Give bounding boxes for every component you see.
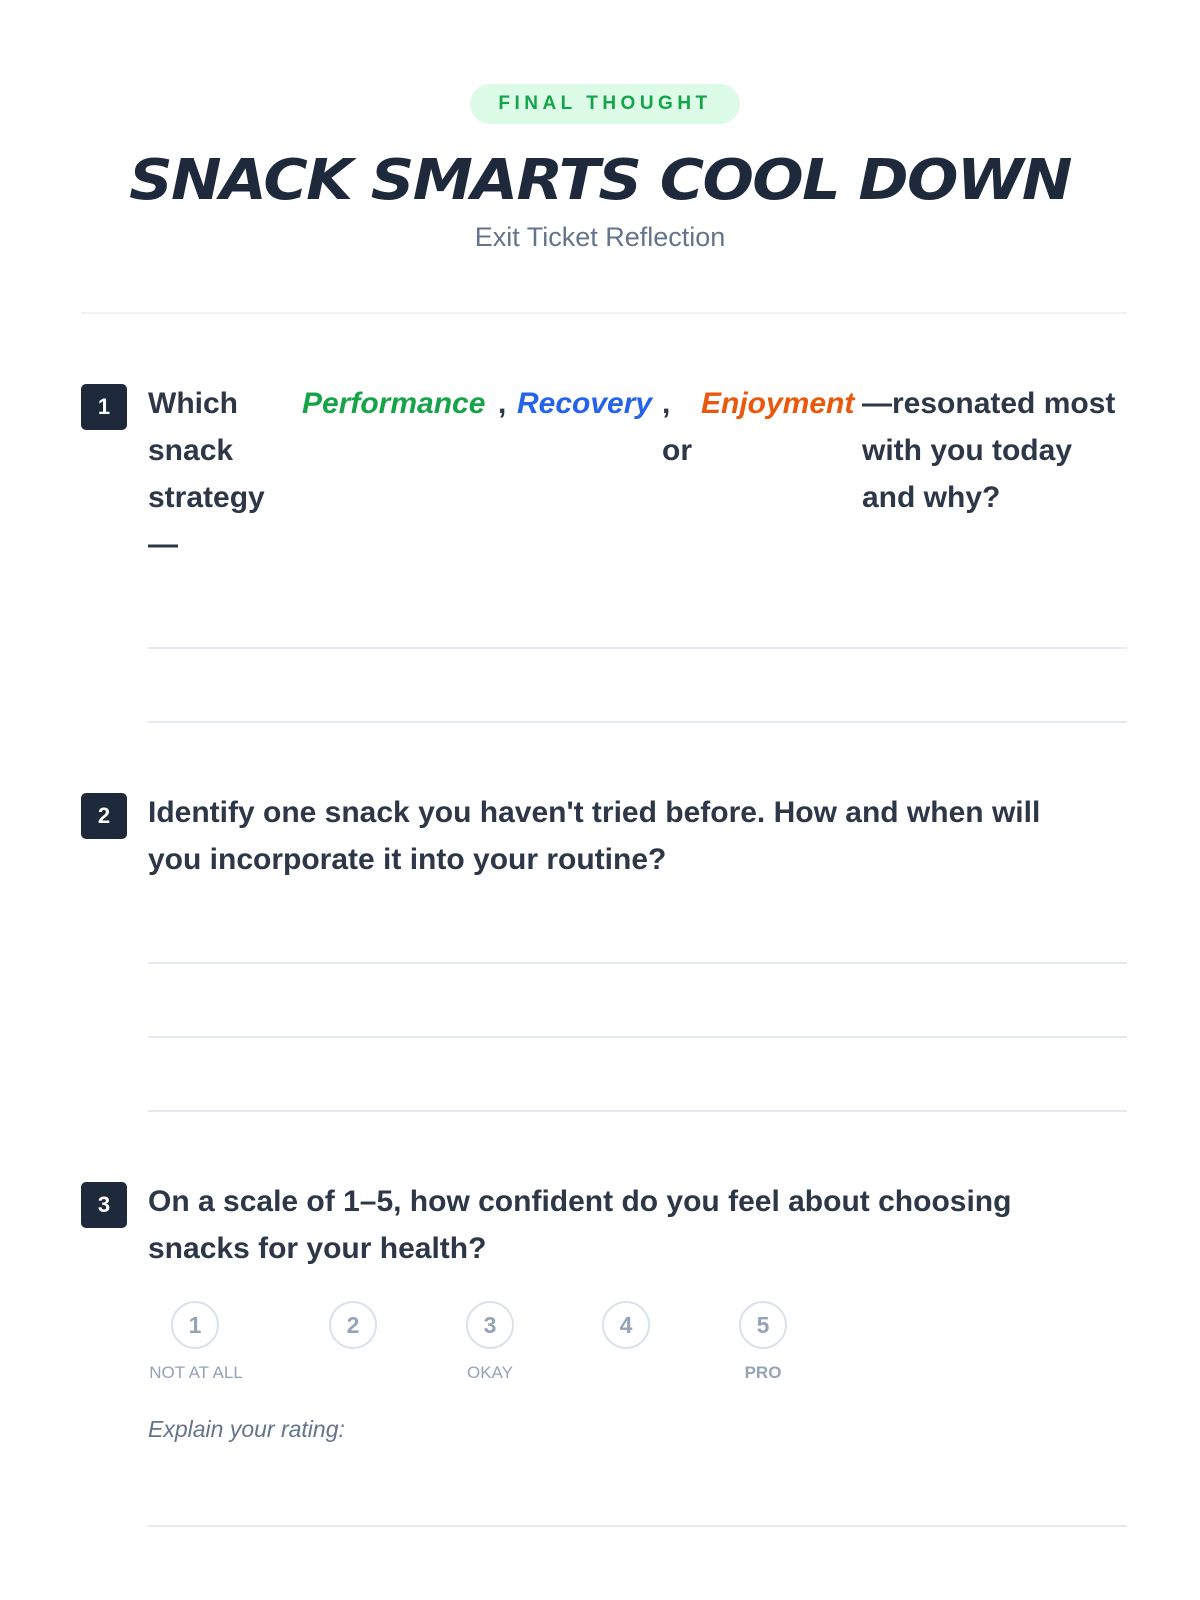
q1-word: — bbox=[148, 528, 178, 561]
strategy-recovery: Recovery bbox=[517, 387, 653, 420]
rating-option-4[interactable]: 4 bbox=[602, 1301, 650, 1349]
rating-option-1[interactable]: 1 bbox=[171, 1301, 219, 1349]
final-thought-badge: FINAL THOUGHT bbox=[470, 84, 740, 124]
question-3-line: On a scale of 1–5, how confident do you feel about choosing bbox=[148, 1185, 1012, 1218]
question-2-line: Identify one snack you haven't tried before. How and when will bbox=[148, 796, 1041, 829]
question-2-line: you incorporate it into your routine? bbox=[148, 843, 667, 876]
q1-word: strategy bbox=[148, 481, 265, 514]
question-number-2: 2 bbox=[81, 793, 127, 839]
strategy-separator: , bbox=[498, 387, 507, 420]
strategy-separator: or bbox=[662, 434, 692, 467]
header-divider bbox=[81, 312, 1127, 314]
question-3-line: snacks for your health? bbox=[148, 1232, 487, 1265]
answer-line[interactable] bbox=[148, 1110, 1127, 1112]
strategy-separator: , bbox=[662, 387, 671, 420]
strategy-performance: Performance bbox=[302, 387, 486, 420]
q1-tail: —resonated most bbox=[862, 387, 1116, 420]
rating-option-5[interactable]: 5 bbox=[739, 1301, 787, 1349]
rating-label-high: PRO bbox=[744, 1363, 782, 1382]
answer-line[interactable] bbox=[148, 721, 1127, 723]
rating-label-low: NOT AT ALL bbox=[149, 1363, 243, 1382]
answer-line[interactable] bbox=[148, 962, 1127, 964]
answer-line[interactable] bbox=[148, 1036, 1127, 1038]
answer-line[interactable] bbox=[148, 1525, 1127, 1527]
rating-label-mid: OKAY bbox=[467, 1363, 513, 1382]
q1-tail: with you today bbox=[862, 434, 1072, 467]
strategy-enjoyment: Enjoyment bbox=[701, 387, 855, 420]
question-number-1: 1 bbox=[81, 384, 127, 430]
rating-option-2[interactable]: 2 bbox=[329, 1301, 377, 1349]
q1-word: snack bbox=[148, 434, 234, 467]
page-subtitle: Exit Ticket Reflection bbox=[474, 222, 726, 252]
explain-rating-prompt: Explain your rating: bbox=[148, 1416, 345, 1442]
answer-line[interactable] bbox=[148, 647, 1127, 649]
q1-word: Which bbox=[148, 387, 238, 420]
rating-option-3[interactable]: 3 bbox=[466, 1301, 514, 1349]
page-title: SNACK SMARTS COOL DOWN bbox=[129, 148, 1071, 213]
question-number-3: 3 bbox=[81, 1182, 127, 1228]
q1-tail: and why? bbox=[862, 481, 1001, 514]
